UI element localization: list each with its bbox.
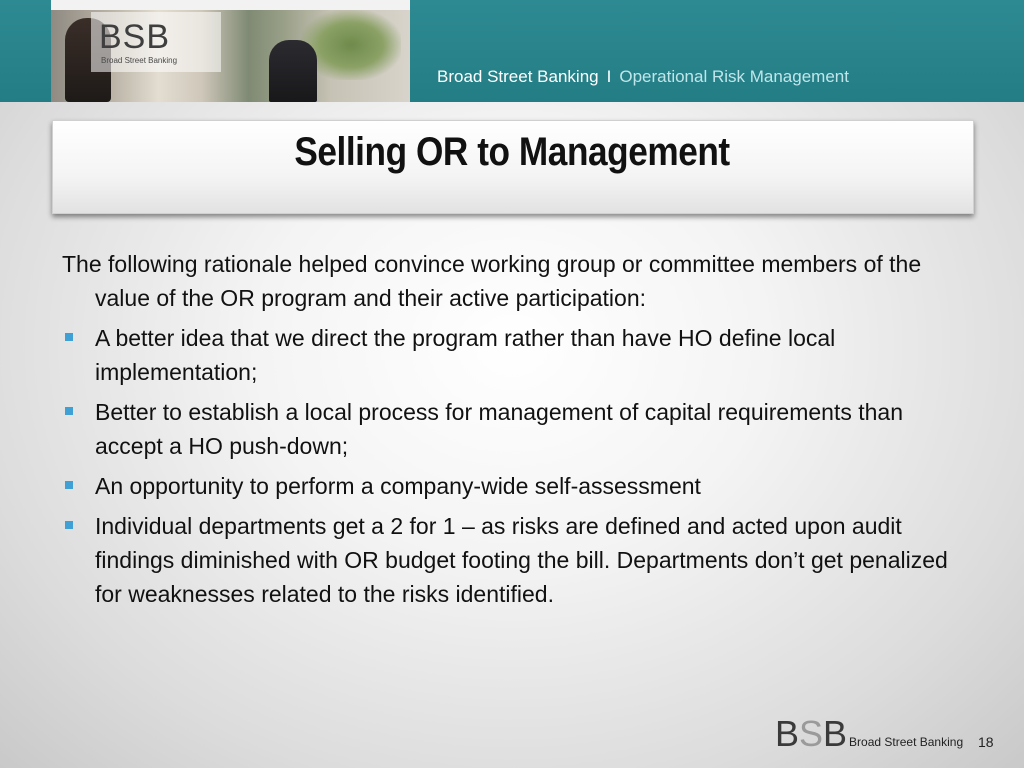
- slide-content: [62, 247, 962, 617]
- header-brand: Broad Street Banking: [437, 67, 599, 86]
- slide-title: Selling OR to Management: [294, 130, 730, 174]
- square-bullet-icon: [65, 481, 73, 489]
- square-bullet-icon: [65, 521, 73, 529]
- bullet-text: An opportunity to perform a company-wide self-assessment: [95, 473, 701, 499]
- header-section: Operational Risk Management: [619, 67, 849, 86]
- bullet-text: Better to establish a local process for management of capital requirements than accept a HO push-down;: [95, 399, 903, 459]
- bullet-item: [62, 509, 962, 611]
- bullet-text: Individual departments get a 2 for 1 – as risks are defined and acted upon audit findings diminished with OR budget footing the bill. Departments don’t get penalized for weaknesses related to the risks identified.: [95, 513, 948, 607]
- square-bullet-icon: [65, 407, 73, 415]
- photo-logo-subtitle: Broad Street Banking: [101, 56, 178, 65]
- footer-logo-mark: [775, 713, 847, 754]
- photo-logo: BSB: [99, 18, 171, 56]
- header-caption: [437, 67, 849, 87]
- page-number: 18: [978, 734, 994, 750]
- bullet-list: [62, 321, 962, 611]
- footer-logo-b2: B: [823, 713, 848, 754]
- header-separator: I: [606, 67, 612, 86]
- bullet-item: [62, 395, 962, 463]
- footer-logo-s: S: [799, 713, 824, 754]
- bullet-item: [62, 321, 962, 389]
- footer-logo-subtitle: Broad Street Banking: [849, 735, 964, 749]
- photo-top-strip: [51, 0, 410, 10]
- bullet-item: [62, 469, 962, 503]
- bullet-text: A better idea that we direct the program rather than have HO define local implementation;: [95, 325, 836, 385]
- header-photo: [51, 0, 410, 102]
- square-bullet-icon: [65, 333, 73, 341]
- footer-logo-b: B: [775, 713, 800, 754]
- footer-logo: [775, 713, 963, 755]
- intro-paragraph: The following rationale helped convince working group or committee members of the value of the OR program and their active participation:: [62, 251, 922, 311]
- photo-person-reading: [269, 40, 317, 102]
